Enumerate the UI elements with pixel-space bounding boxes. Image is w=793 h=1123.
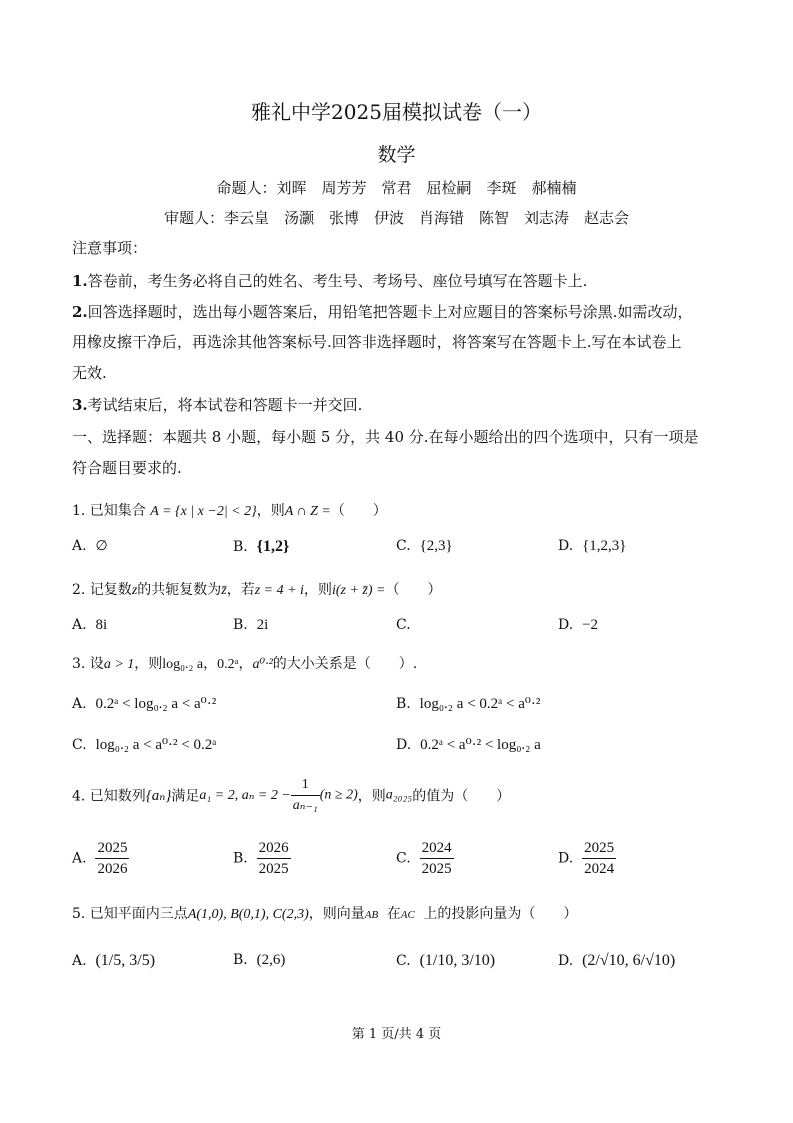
notice-item-1-text: 答卷前，考生务必将自己的姓名、考生号、考场号、座位号填写在答题卡上. [87, 272, 588, 290]
q1-option-b[interactable] [233, 538, 289, 556]
subject-title: 数学 [377, 144, 416, 166]
notice-item-2-line-1: 回答选择题时，选出每小题答案后，用铅笔把答题卡上对应题目的答案标号涂黑.如需改动， [87, 303, 693, 321]
q1-text-b: ，则 [256, 503, 285, 519]
q2-option-d-value: −2 [582, 617, 599, 633]
q1-text-c: （ ） [330, 503, 387, 519]
q4-option-a-denominator: 2026 [97, 861, 128, 877]
q5-text-a: 5. 已知平面内三点 [72, 906, 188, 922]
q1-option-a[interactable] [72, 538, 108, 555]
q4-text-d: 的值为（ ） [412, 788, 511, 805]
question-3-stem [72, 653, 417, 673]
notice-item-2-line-2: 用橡皮擦干净后，再选涂其他答案标号.回答非选择题时，将答案写在答题卡上.写在本试卷上 [72, 333, 682, 351]
q4-option-b[interactable] [233, 838, 291, 879]
q2-expr: i(z + z̄) = [331, 583, 386, 598]
q4-option-c-denominator: 2025 [421, 861, 452, 877]
q4-option-a-fraction [95, 838, 129, 879]
q2-text-b: 的共轭复数为 [137, 582, 222, 598]
q4-frac-numerator: 1 [291, 775, 320, 796]
q3-option-a[interactable] [72, 694, 216, 713]
q3-option-a-label: A. [72, 696, 87, 712]
q4-option-a-label: A. [72, 850, 87, 867]
q2-option-d[interactable] [558, 617, 598, 634]
question-4-stem [72, 775, 510, 816]
q1-option-d[interactable] [558, 538, 627, 555]
q5-option-a-value: (1/5, 3/5) [95, 952, 156, 969]
q1-set: A = {x | x −2| < 2} [150, 504, 257, 519]
q5-option-c[interactable] [396, 952, 495, 970]
q4-frac-denominator: aₙ₋₁ [292, 798, 318, 813]
q4-option-d-denominator: 2024 [584, 861, 615, 877]
q4-option-c-fraction [420, 838, 454, 879]
q2-option-a[interactable] [72, 617, 107, 634]
question-1-stem [72, 500, 387, 520]
q3-option-c-value: log₀.₂ a < a⁰·² < 0.2ᵃ [95, 737, 217, 753]
q4-option-d[interactable] [558, 838, 616, 879]
q3-text-a: 3. 设 [72, 656, 104, 672]
question-reviewers: 审题人：李云皇 汤灏 张博 伊波 肖海错 陈智 刘志涛 赵志会 [163, 209, 629, 227]
q4-def-a: a₁ = 2, aₙ = 2 − [199, 788, 291, 803]
q2-option-a-value: 8i [95, 617, 108, 633]
q2-option-b-value: 2i [256, 617, 269, 633]
notice-item-3-num: 3. [72, 396, 88, 414]
notice-item-2-num: 2. [72, 303, 88, 321]
q5-vector-ac: AC⃗ [400, 909, 424, 921]
q3-sep-2: ， [238, 656, 253, 672]
q5-option-b-value: (2,6) [256, 952, 286, 968]
q1-option-a-value: ∅ [95, 539, 108, 554]
q3-text-c: 的大小关系是（ ）. [272, 656, 418, 672]
q3-expr-1: log₀.₂ a [162, 657, 204, 672]
q5-text-c: 在 [386, 906, 401, 922]
q1-option-d-label: D. [558, 538, 574, 554]
question-5-stem [72, 903, 577, 923]
q4-option-b-denominator: 2025 [258, 861, 289, 877]
q3-option-b[interactable] [396, 694, 540, 713]
q2-text-e: （ ） [385, 582, 442, 598]
q3-sep-1: ， [203, 656, 218, 672]
q5-option-d-label: D. [558, 953, 574, 969]
q3-option-b-value: log₀.₂ a < 0.2ᵃ < a⁰·² [419, 696, 541, 712]
q5-option-d[interactable] [558, 952, 675, 970]
q4-option-d-numerator: 2025 [582, 838, 616, 859]
q1-option-c-value: {2,3} [419, 538, 453, 554]
q1-option-b-label: B. [233, 539, 248, 555]
q2-option-a-label: A. [72, 617, 87, 633]
notice-item-1 [72, 266, 587, 296]
notice-heading: 注意事项： [72, 239, 148, 257]
q4-text-c: ，则 [357, 788, 386, 805]
q4-option-b-label: B. [233, 850, 248, 867]
q3-option-d-label: D. [396, 737, 412, 753]
q2-text-d: ，则 [303, 582, 332, 598]
q2-option-c[interactable] [396, 617, 420, 634]
q4-text-b: 满足 [171, 788, 200, 805]
section-1-heading-line-2: 符合题目要求的. [72, 459, 182, 477]
q5-points: A(1,0), B(0,1), C(2,3) [187, 907, 309, 922]
q5-option-b-label: B. [233, 952, 248, 968]
q5-text-b: ，则向量 [308, 906, 365, 922]
q5-option-c-label: C. [396, 953, 411, 969]
q3-option-d-value: 0.2ᵃ < a⁰·² < log₀.₂ a [420, 737, 541, 753]
q5-option-c-value: (1/10, 3/10) [419, 952, 496, 969]
q4-option-b-numerator: 2026 [257, 838, 291, 859]
q4-option-a-numerator: 2025 [95, 838, 129, 859]
page-footer: 第 1 页/共 4 页 [351, 1027, 442, 1042]
exam-title: 雅礼中学2025届模拟试卷（一） [251, 100, 542, 124]
q5-text-d: 上的投影向量为（ ） [423, 906, 578, 922]
question-2-stem [72, 579, 441, 599]
q5-vector-ab: AB⃗ [364, 909, 387, 921]
q4-option-c-numerator: 2024 [420, 838, 454, 859]
q3-option-b-label: B. [396, 696, 411, 712]
q3-option-a-value: 0.2ᵃ < log₀.₂ a < a⁰·² [95, 696, 217, 712]
q5-option-a-label: A. [72, 953, 87, 969]
q2-option-b[interactable] [233, 617, 268, 634]
q4-option-c[interactable] [396, 838, 454, 879]
q5-option-d-value: (2/√10, 6/√10) [582, 952, 676, 969]
q4-option-c-label: C. [396, 850, 411, 867]
notice-item-3 [72, 390, 362, 420]
q4-option-b-fraction [257, 838, 291, 879]
q4-seq: {aₙ} [145, 788, 172, 804]
section-1-heading: 一、选择题：本题共 8 小题，每小题 5 分，共 40 分.在每小题给出的四个选项中，只有一项是 [72, 428, 699, 446]
q3-option-c[interactable] [72, 735, 216, 754]
q4-option-a[interactable] [72, 838, 129, 879]
q4-fraction [291, 775, 320, 816]
q2-zdef: z = 4 + i [254, 583, 304, 598]
q3-expr-3: a⁰·² [252, 657, 273, 672]
notice-item-3-text: 考试结束后，将本试卷和答题卡一并交回. [87, 396, 363, 414]
q1-option-d-value: {1,2,3} [582, 538, 627, 554]
q1-expr: A ∩ Z = [284, 504, 331, 519]
q1-text-a: 1. 已知集合 [72, 503, 146, 519]
q2-option-d-label: D. [558, 617, 574, 633]
q1-option-a-label: A. [72, 538, 87, 554]
q4-option-d-label: D. [558, 850, 574, 867]
q4-option-d-fraction [582, 838, 616, 879]
q5-option-b[interactable] [233, 952, 285, 969]
q3-cond: a > 1 [103, 657, 135, 672]
notice-item-2-line-3: 无效. [72, 364, 107, 382]
q4-text-a: 4. 已知数列 [72, 788, 146, 805]
notice-item-2 [72, 297, 692, 327]
q2-option-c-label: C. [396, 617, 411, 633]
q2-text-c: ，若 [226, 582, 255, 598]
q2-z: z [131, 583, 138, 598]
q5-option-a[interactable] [72, 952, 155, 970]
q3-option-d[interactable] [396, 735, 541, 754]
q4-def-b: (n ≥ 2) [319, 787, 358, 803]
q3-option-c-label: C. [72, 737, 87, 753]
q2-text-a: 2. 记复数 [72, 582, 132, 598]
q1-option-b-value: {1,2} [256, 538, 290, 555]
q2-option-b-label: B. [233, 617, 248, 633]
notice-item-1-num: 1. [72, 272, 88, 290]
q1-option-c[interactable] [396, 538, 453, 555]
q4-target: a₂₀₂₅ [385, 787, 413, 803]
q1-option-c-label: C. [396, 538, 411, 554]
q2-zbar: z̄ [221, 583, 227, 598]
q3-expr-2: 0.2ᵃ [217, 657, 239, 672]
question-setters: 命题人：刘晖 周芳芳 常君 屈检嗣 李斑 郝楠楠 [216, 179, 577, 197]
q3-text-b: ，则 [134, 656, 163, 672]
